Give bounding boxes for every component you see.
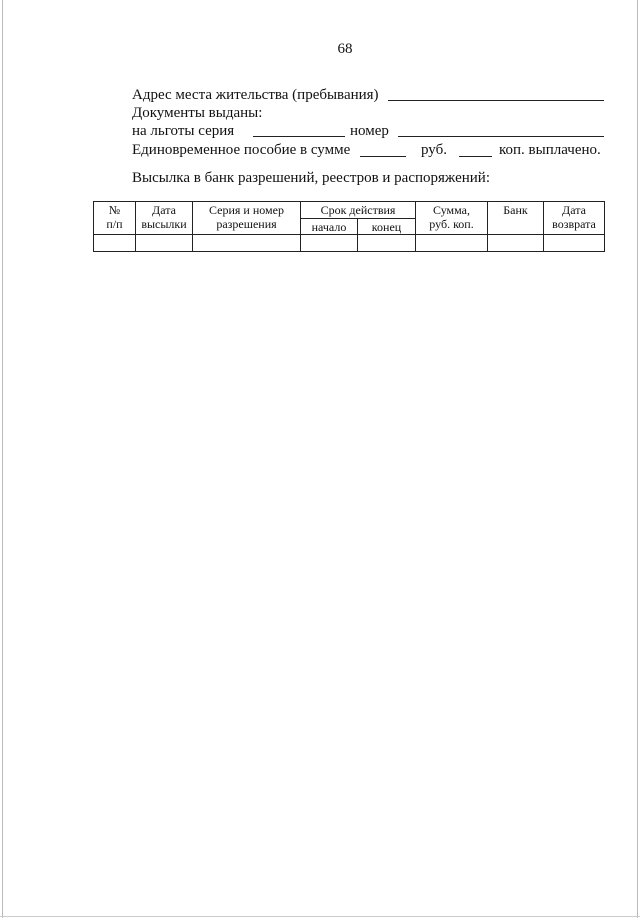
- table-row: [94, 235, 605, 252]
- table-cell[interactable]: [544, 235, 605, 252]
- scan-edge-right: [637, 0, 638, 918]
- table-cell[interactable]: [193, 235, 301, 252]
- page-number: 68: [337, 41, 353, 57]
- documents-issued-label: Документы выданы:: [132, 105, 263, 121]
- rub-label: руб.: [421, 142, 447, 158]
- lump-sum-label: Единовременное пособие в сумме: [132, 142, 351, 158]
- table-cell[interactable]: [416, 235, 488, 252]
- header-return-date: Дата возврата: [544, 202, 605, 235]
- header-send-date: Дата высылки: [136, 202, 193, 235]
- header-sum: Сумма, руб. коп.: [416, 202, 488, 235]
- header-validity: Срок действия: [301, 202, 416, 219]
- header-start: начало: [301, 219, 358, 235]
- header-no: № п/п: [94, 202, 136, 235]
- number-blank[interactable]: [398, 136, 604, 137]
- dispatch-table: [93, 201, 605, 252]
- header-series-number: Серия и номер разрешения: [193, 202, 301, 235]
- scan-edge-bottom: [0, 916, 640, 917]
- series-blank[interactable]: [253, 136, 345, 137]
- number-label: номер: [350, 123, 389, 139]
- table-cell[interactable]: [358, 235, 416, 252]
- table-cell[interactable]: [136, 235, 193, 252]
- sum-kop-blank[interactable]: [459, 156, 492, 157]
- header-end: конец: [358, 219, 416, 235]
- kop-paid-label: коп. выплачено.: [499, 142, 601, 158]
- table-cell[interactable]: [301, 235, 358, 252]
- benefit-series-label: на льготы серия: [132, 123, 235, 139]
- address-label: Адрес места жительства (пребывания): [132, 87, 379, 103]
- header-bank: Банк: [488, 202, 544, 235]
- scan-edge-left: [2, 0, 3, 918]
- table-cell[interactable]: [94, 235, 136, 252]
- address-blank[interactable]: [388, 100, 604, 101]
- table-cell[interactable]: [488, 235, 544, 252]
- dispatch-heading: Высылка в банк разрешений, реестров и распоряжений:: [132, 170, 491, 186]
- sum-rub-blank[interactable]: [360, 156, 406, 157]
